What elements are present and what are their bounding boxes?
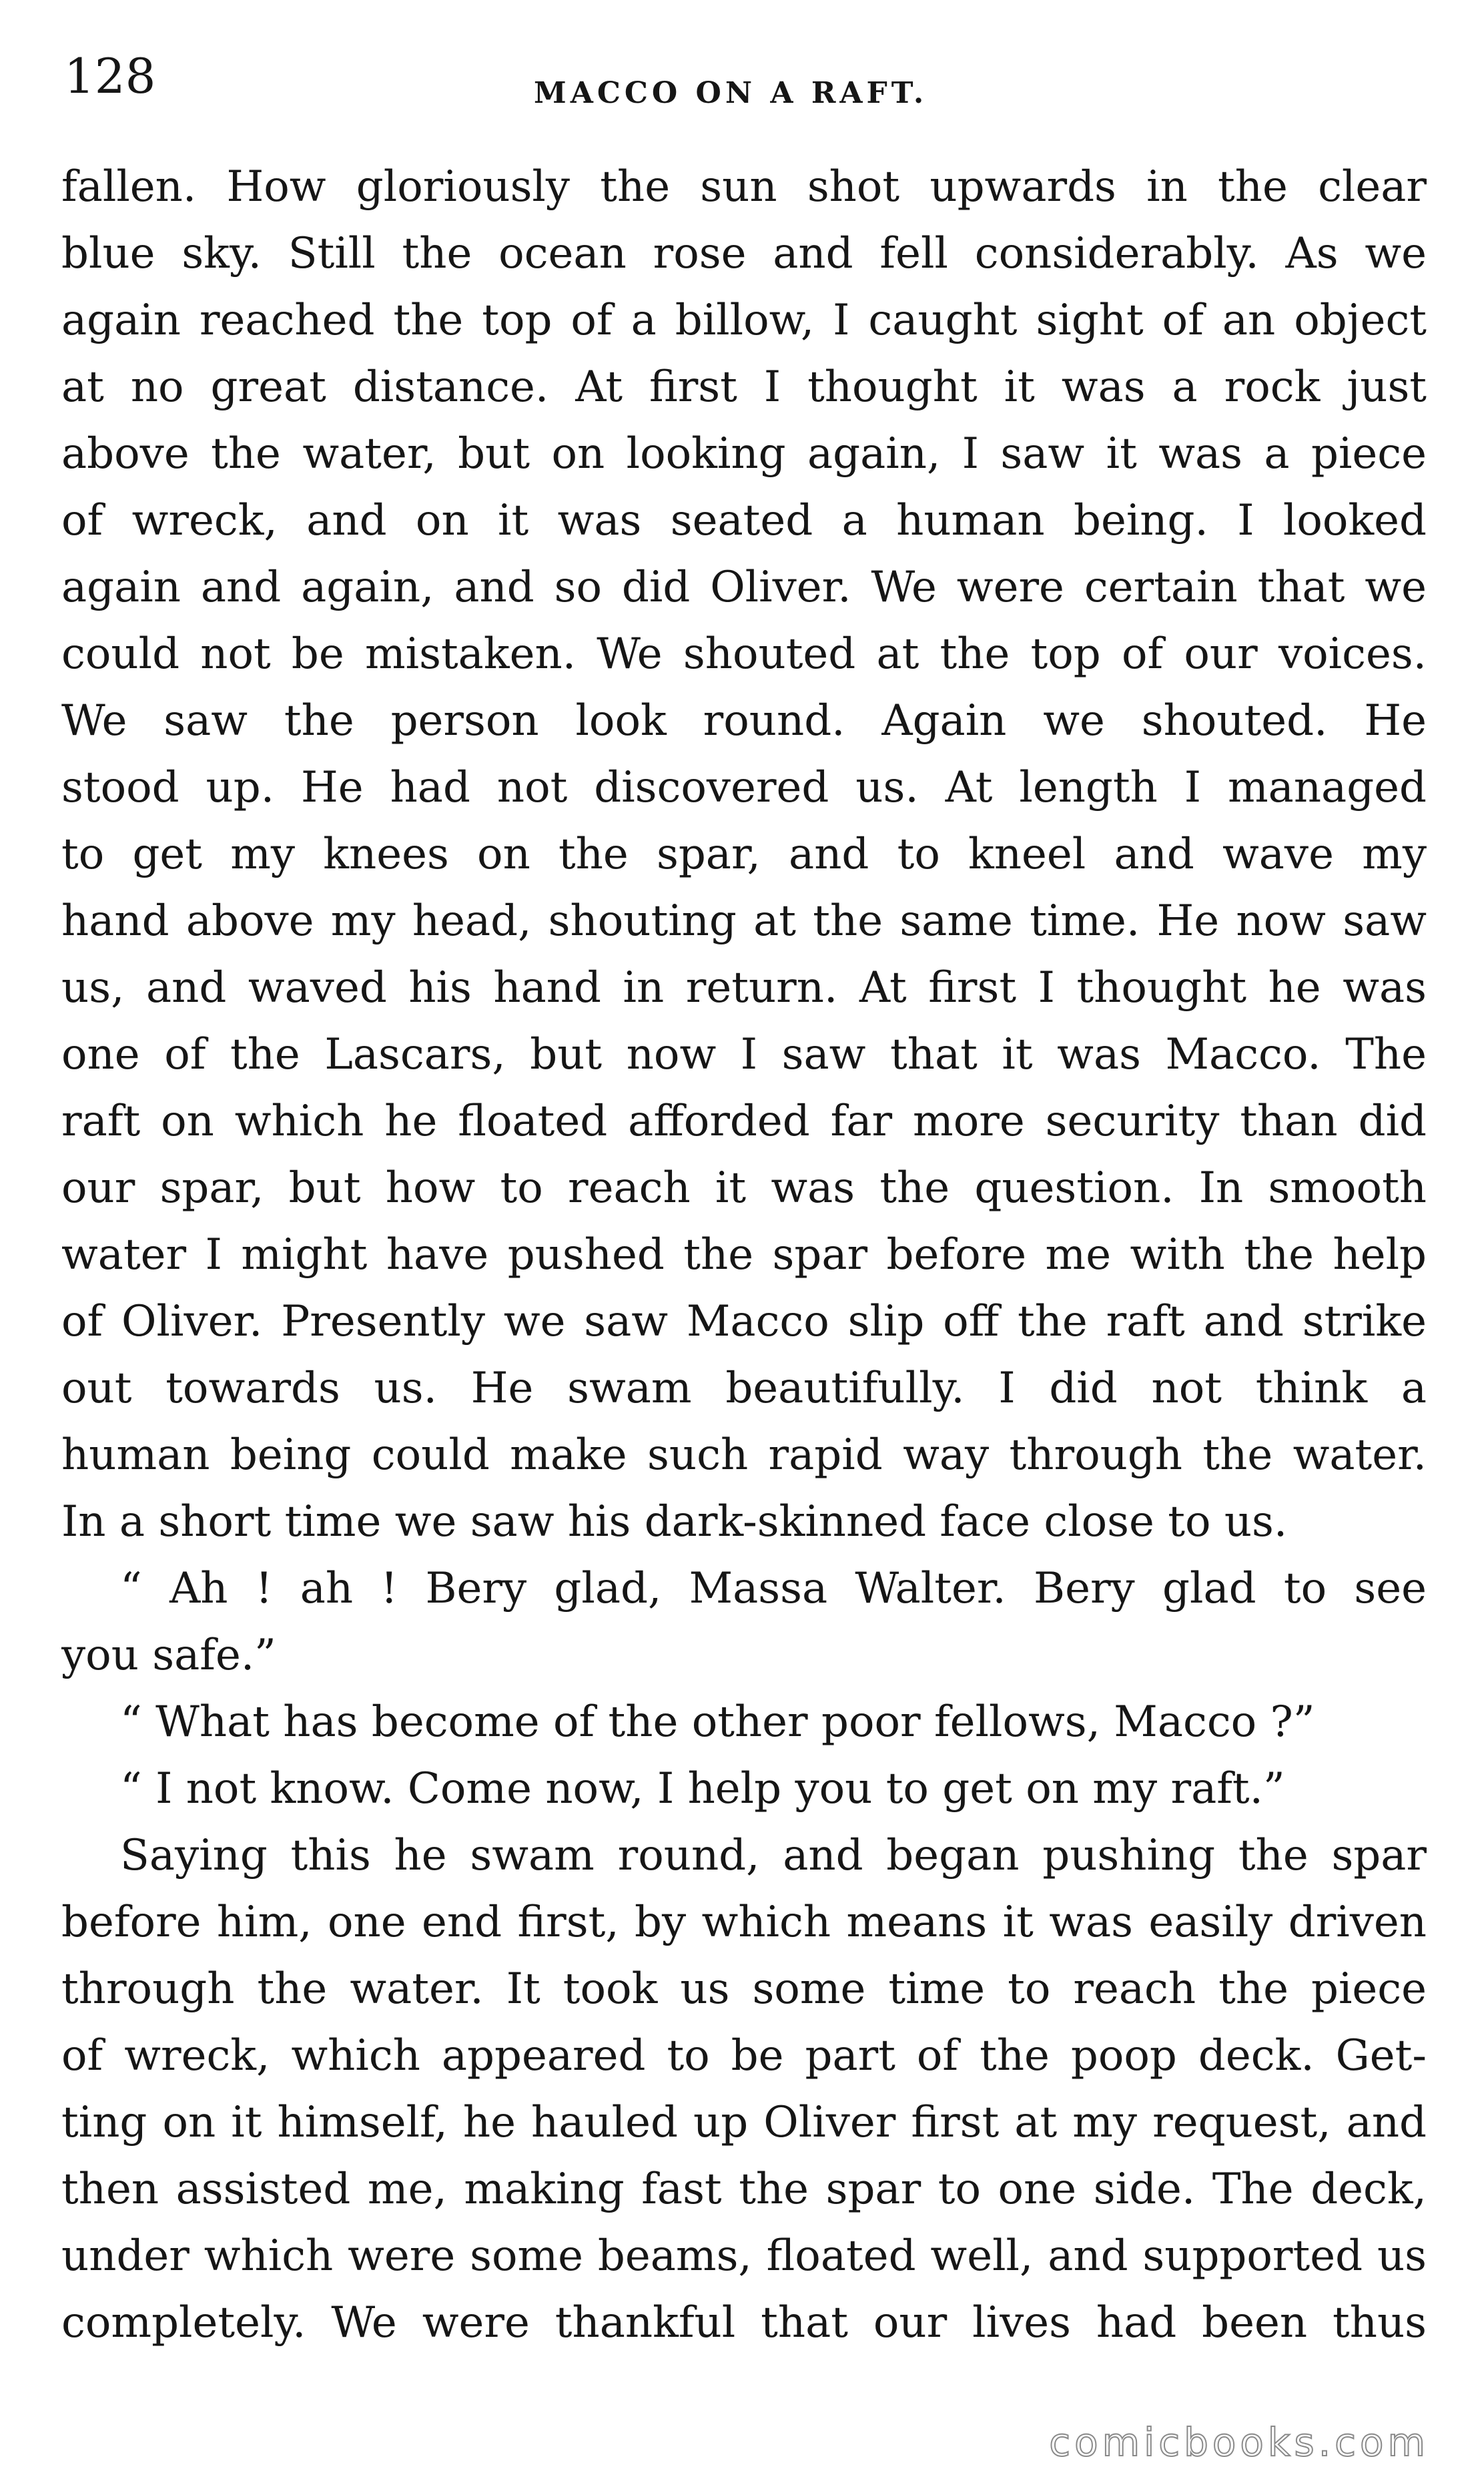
text-line: In a short time we saw his dark-skinned face close to us.	[61, 1497, 1288, 1547]
text-line: ting on it himself, he hauled up Oliver first at my request, and	[61, 2098, 1427, 2147]
text-line: above the water, but on looking again, I saw it was a piece	[61, 429, 1427, 479]
text-line: “ What has become of the other poor fellows, Macco ?”	[120, 1697, 1315, 1747]
text-line: of Oliver. Presently we saw Macco slip off the raft and strike	[61, 1297, 1427, 1346]
text-line: again reached the top of a billow, I caught sight of an object	[61, 296, 1427, 345]
text-line: one of the Lascars, but now I saw that it was Macco. The	[61, 1030, 1427, 1079]
text-line: then assisted me, making fast the spar to one side. The deck,	[61, 2165, 1427, 2214]
text-line: of wreck, which appeared to be part of the poop deck. Get-	[61, 2031, 1427, 2081]
text-line: hand above my head, shouting at the same time. He now saw	[61, 896, 1427, 946]
text-line: at no great distance. At first I thought it was a rock just	[61, 362, 1427, 412]
text-line: of wreck, and on it was seated a human being. I looked	[61, 496, 1427, 545]
text-line: before him, one end first, by which means it was easily driven	[61, 1898, 1427, 1947]
text-line: completely. We were thankful that our lives had been thus	[61, 2298, 1427, 2347]
body-text	[61, 154, 1427, 2356]
text-line: again and again, and so did Oliver. We were certain that we	[61, 563, 1427, 612]
text-line: fallen. How gloriously the sun shot upwards in the clear	[61, 162, 1427, 212]
text-line: water I might have pushed the spar before me with the help	[61, 1230, 1427, 1280]
text-line: us, and waved his hand in return. At first I thought he was	[61, 963, 1427, 1013]
watermark-logo: comicbooks.com	[1049, 2420, 1429, 2465]
text-line: raft on which he floated afforded far more security than did	[61, 1097, 1427, 1146]
text-line: “ Ah ! ah ! Bery glad, Massa Walter. Bery glad to see	[120, 1564, 1427, 1613]
text-line: under which were some beams, floated well, and supported us	[61, 2231, 1427, 2281]
text-line: through the water. It took us some time to reach the piece	[61, 1964, 1427, 2014]
text-line: blue sky. Still the ocean rose and fell considerably. As we	[61, 229, 1427, 278]
text-line: could not be mistaken. We shouted at the top of our voices.	[61, 629, 1427, 679]
text-line: Saying this he swam round, and began pushing the spar	[120, 1831, 1427, 1880]
text-line: “ I not know. Come now, I help you to get on my raft.”	[120, 1764, 1285, 1814]
running-title: MACCO ON A RAFT.	[534, 76, 928, 110]
text-line: We saw the person look round. Again we shouted. He	[61, 696, 1427, 746]
text-line: stood up. He had not discovered us. At length I managed	[61, 763, 1427, 812]
page-number: 128	[64, 48, 156, 104]
text-line: our spar, but how to reach it was the question. In smooth	[61, 1163, 1427, 1213]
text-line: to get my knees on the spar, and to kneel and wave my	[61, 830, 1427, 879]
text-line: you safe.”	[61, 1631, 276, 1680]
text-line: human being could make such rapid way through the water.	[61, 1430, 1427, 1480]
text-line: out towards us. He swam beautifully. I did not think a	[61, 1364, 1427, 1413]
